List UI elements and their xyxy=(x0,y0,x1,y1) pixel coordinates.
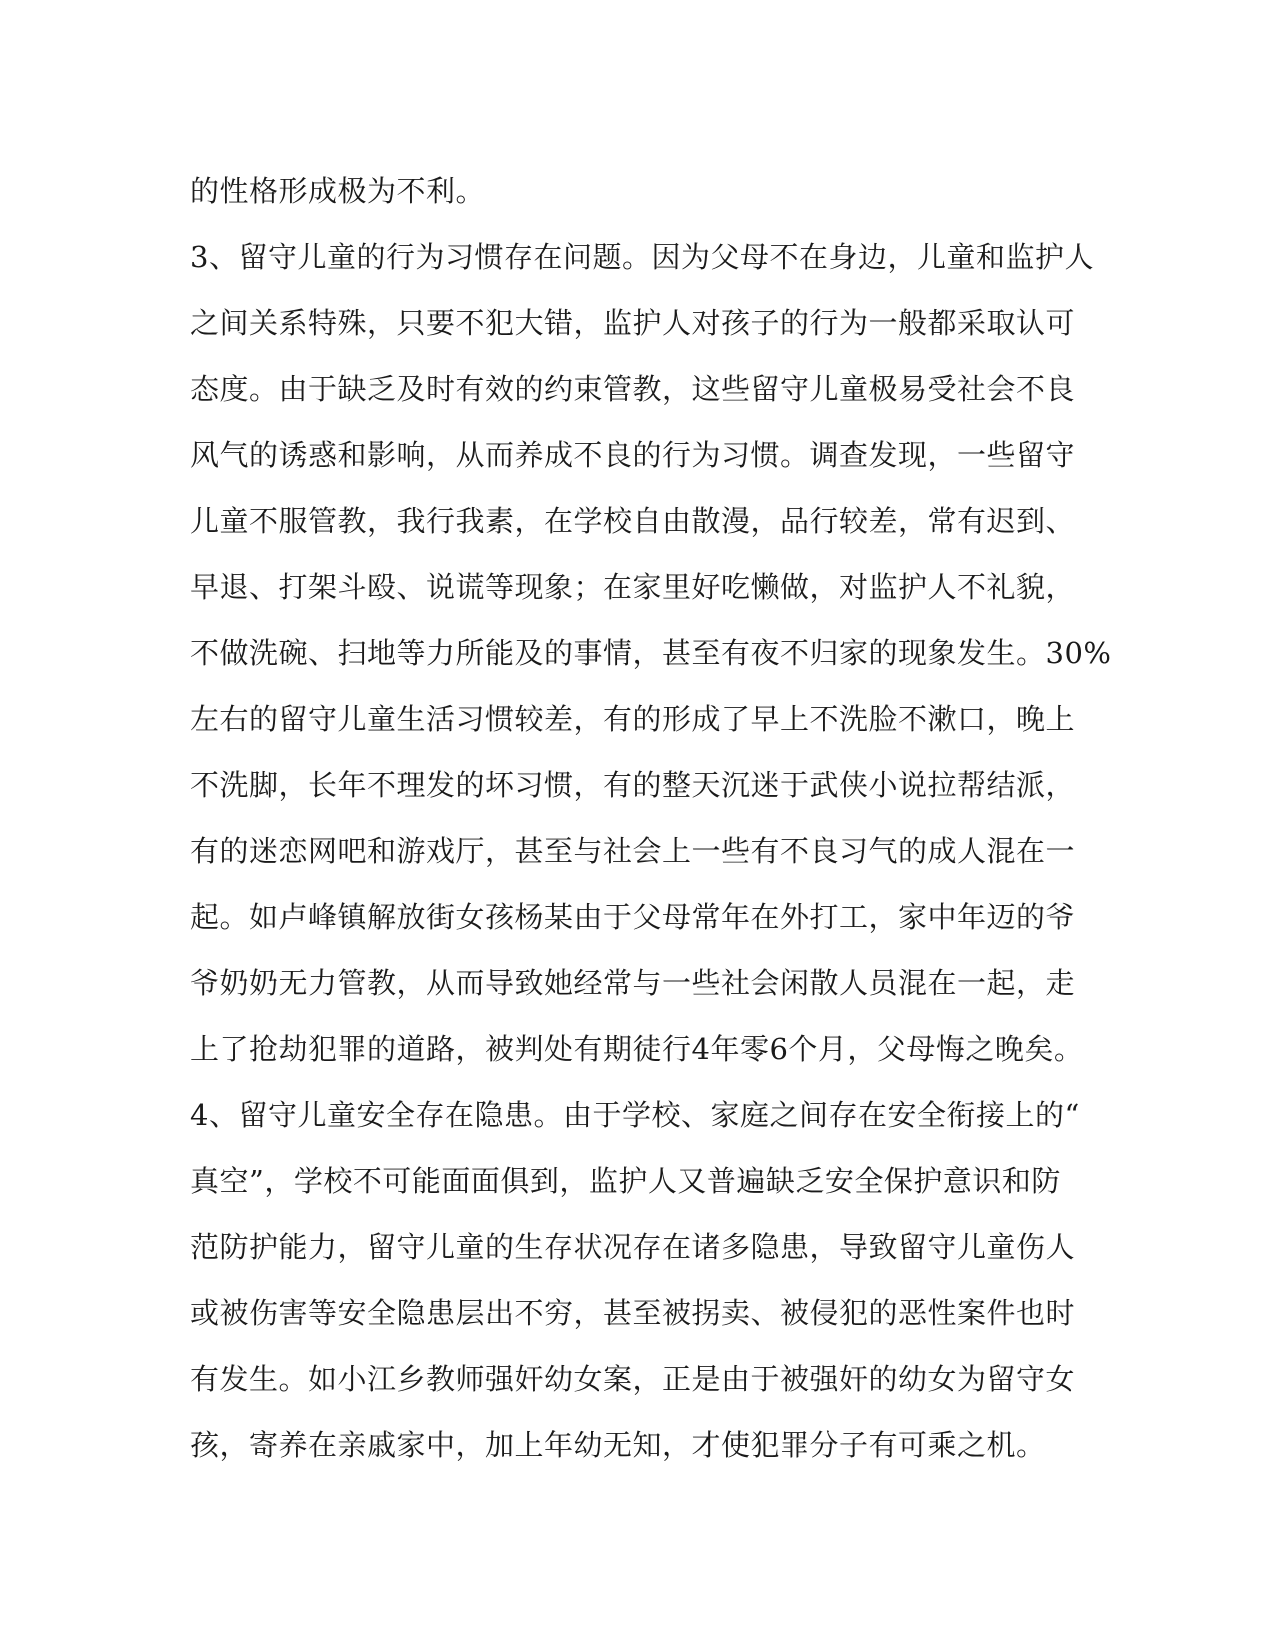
text-line: 不做洗碗、扫地等力所能及的事情，甚至有夜不归家的现象发生。30% xyxy=(190,636,1112,670)
text-line: 之间关系特殊，只要不犯大错，监护人对孩子的行为一般都采取认可 xyxy=(190,306,1076,340)
text-line: 起。如卢峰镇解放街女孩杨某由于父母常年在外打工，家中年迈的爷 xyxy=(190,900,1076,934)
text-line: 有发生。如小江乡教师强奸幼女案，正是由于被强奸的幼女为留守女 xyxy=(190,1362,1076,1396)
text-line: 范防护能力，留守儿童的生存状况存在诸多隐患，导致留守儿童伤人 xyxy=(190,1230,1076,1264)
text-line: 风气的诱惑和影响，从而养成不良的行为习惯。调查发现，一些留守 xyxy=(190,438,1076,472)
text-line: 4、留守儿童安全存在隐患。由于学校、家庭之间存在安全衔接上的“ xyxy=(190,1098,1080,1132)
text-line: 左右的留守儿童生活习惯较差，有的形成了早上不洗脸不漱口，晚上 xyxy=(190,702,1076,736)
text-line: 或被伤害等安全隐患层出不穷，甚至被拐卖、被侵犯的恶性案件也时 xyxy=(190,1296,1076,1330)
document-body xyxy=(190,158,1112,1478)
text-line: 的性格形成极为不利。 xyxy=(190,174,486,208)
text-line: 儿童不服管教，我行我素，在学校自由散漫，品行较差，常有迟到、 xyxy=(190,504,1076,538)
text-line: 3、留守儿童的行为习惯存在问题。因为父母不在身边，儿童和监护人 xyxy=(190,240,1094,274)
text-line: 上了抢劫犯罪的道路，被判处有期徒行4年零6个月，父母悔之晚矣。 xyxy=(190,1032,1084,1066)
text-line: 真空”，学校不可能面面俱到，监护人又普遍缺乏安全保护意识和防 xyxy=(190,1164,1061,1198)
text-line: 早退、打架斗殴、说谎等现象；在家里好吃懒做，对监护人不礼貌， xyxy=(190,570,1076,604)
text-line: 态度。由于缺乏及时有效的约束管教，这些留守儿童极易受社会不良 xyxy=(190,372,1076,406)
text-line: 有的迷恋网吧和游戏厅，甚至与社会上一些有不良习气的成人混在一 xyxy=(190,834,1076,868)
text-line: 爷奶奶无力管教，从而导致她经常与一些社会闲散人员混在一起，走 xyxy=(190,966,1076,1000)
text-line: 孩，寄养在亲戚家中，加上年幼无知，才使犯罪分子有可乘之机。 xyxy=(190,1428,1046,1462)
text-line: 不洗脚，长年不理发的坏习惯，有的整天沉迷于武侠小说拉帮结派， xyxy=(190,768,1076,802)
